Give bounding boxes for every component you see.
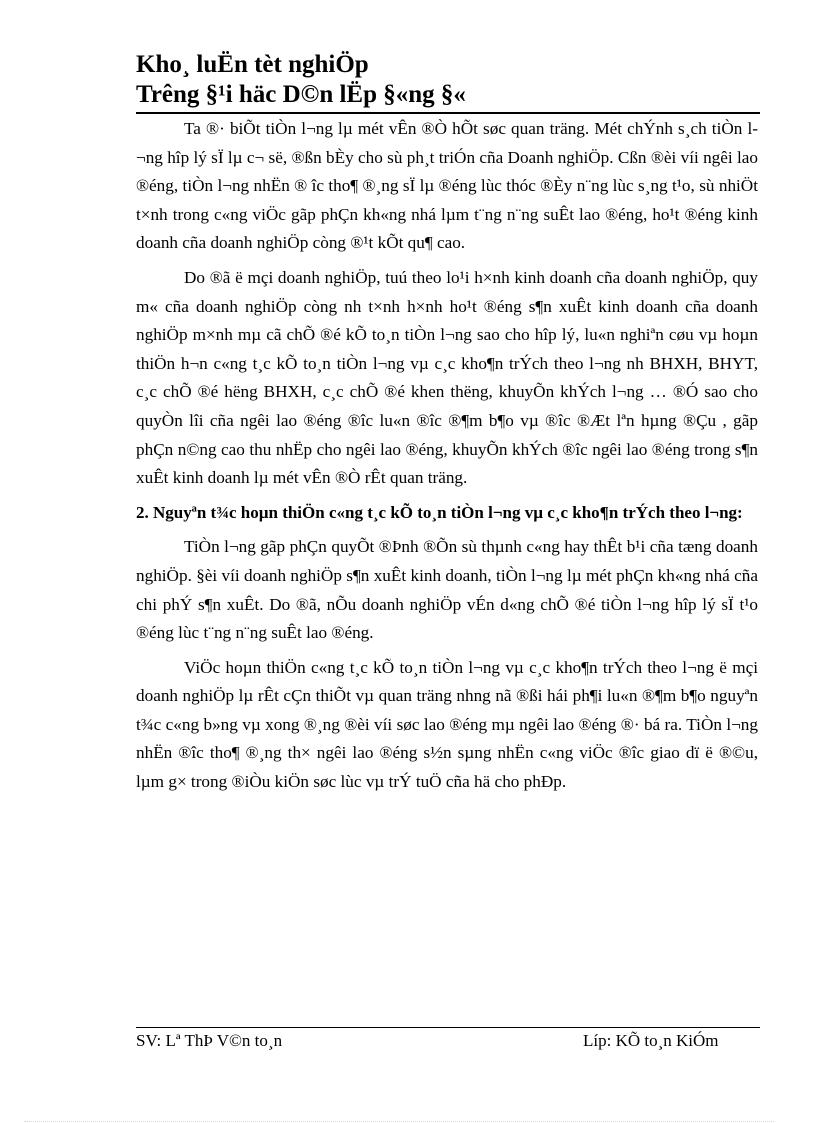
header-divider (136, 112, 760, 114)
document-body (136, 115, 758, 803)
paragraph-4: ViÖc hoµn thiÖn c«ng t¸c kÕ to¸n tiÒn l¬ng vµ c¸c kho¶n trÝch theo l¬ng ë mçi doanh nghiÖp lµ rÊt cÇn thiÕt vµ quan träng nhng nã ®ßi hái ph¶i lu«n ®¶m b¶o nguyªn t¾c c«ng b»ng vµ xong ®¸ng ®èi víi søc lao ®éng mµ ngêi lao ®éng ®· bá ra. TiÒn l¬ng nhËn ®îc tho¶ ®¸ng th× ngêi lao ®éng s½n sµng nhËn c«ng viÖc ®îc giao dï ë ®©u, lµm g× trong ®iÒu kiÖn søc lùc vµ trÝ tuÖ cña hä cho phÐp. (136, 657, 758, 792)
footer-student: SV: Lª ThÞ V©n to¸n (136, 1031, 283, 1050)
header-university: Trêng §¹i häc D©n lËp §«ng §« (136, 81, 466, 108)
document-header (136, 50, 760, 110)
footer-class: Líp: KÕ to¸n KiÓm (583, 1031, 719, 1050)
header-title: Kho¸ luËn tèt nghiÖp (136, 51, 369, 78)
footer-divider (136, 1027, 760, 1028)
paragraph-2: Do ®ã ë mçi doanh nghiÖp, tuú theo lo¹i h×nh kinh doanh cña doanh nghiÖp, quy m« cña doanh nghiÖp còng nh t×nh h×nh ho¹t ®éng s¶n xuÊt kinh doanh cña doanh nghiÖp m×nh mµ cã chÕ ®é kÕ to¸n tiÒn l¬ng sao cho hîp lý, lu«n nghiªn cøu vµ hoµn thiÖn h¬n c«ng t¸c kÕ to¸n tiÒn l¬ng vµ c¸c kho¶n trÝch theo l¬ng nh BHXH, BHYT, c¸c chÕ ®é hëng BHXH, c¸c chÕ ®é khen thëng, khuyÕn khÝch l¬ng … ®Ó sao cho quyÒn lîi cña ngêi lao ®éng ®îc lu«n ®îc ®¶m b¶o vµ ®îc ®Æt lªn hµng ®Çu , gãp phÇn n©ng cao thu nhËp cho ngêi lao ®éng, khuyÕn khÝch ®îc ngêi lao ®éng trong s¶n xuÊt kinh doanh lµ mét vÊn ®Ò rÊt quan träng. (136, 267, 758, 488)
section-heading: 2. Nguyªn t¾c hoµn thiÖn c«ng t¸c kÕ to¸n tiÒn l¬ng vµ c¸c kho¶n trÝch theo l¬ng: (136, 502, 743, 522)
paragraph-1: Ta ®· biÕt tiÒn l¬ng lµ mét vÊn ®Ò hÕt søc quan träng. Mét chÝnh s¸ch tiÒn l¬ng hîp lý sÏ lµ c¬ së, ®ßn bÈy cho sù ph¸t triÓn cña Doanh nghiÖp. Cßn ®èi víi ngêi lao ®éng, tiÒn l¬ng nhËn ® îc tho¶ ®¸ng sÏ lµ ®éng lùc thóc ®Èy n¨ng lùc s¸ng t¹o, sù nhiÖt t×nh trong c«ng viÖc gãp phÇn kh«ng nhá lµm t¨ng n¨ng suÊt lao ®éng, ho¹t ®éng kinh doanh cña doanh nghiÖp còng ®¹t kÕt qu¶ cao. (136, 119, 758, 253)
paragraph-3: TiÒn l¬ng gãp phÇn quyÕt ®Þnh ®Õn sù thµnh c«ng hay thÊt b¹i cña tæng doanh nghiÖp. §èi víi doanh nghiÖp s¶n xuÊt kinh doanh, tiÒn l¬ng lµ mét phÇn kh«ng nhá cña chi phÝ s¶n xuÊt. Do ®ã, nÕu doanh nghiÖp vÉn d«ng chÕ ®é tiÒn l¬ng hîp lý sÏ t¹o ®éng lùc t¨ng n¨ng suÊt lao ®éng. (136, 537, 758, 643)
page-edge (24, 1121, 774, 1122)
